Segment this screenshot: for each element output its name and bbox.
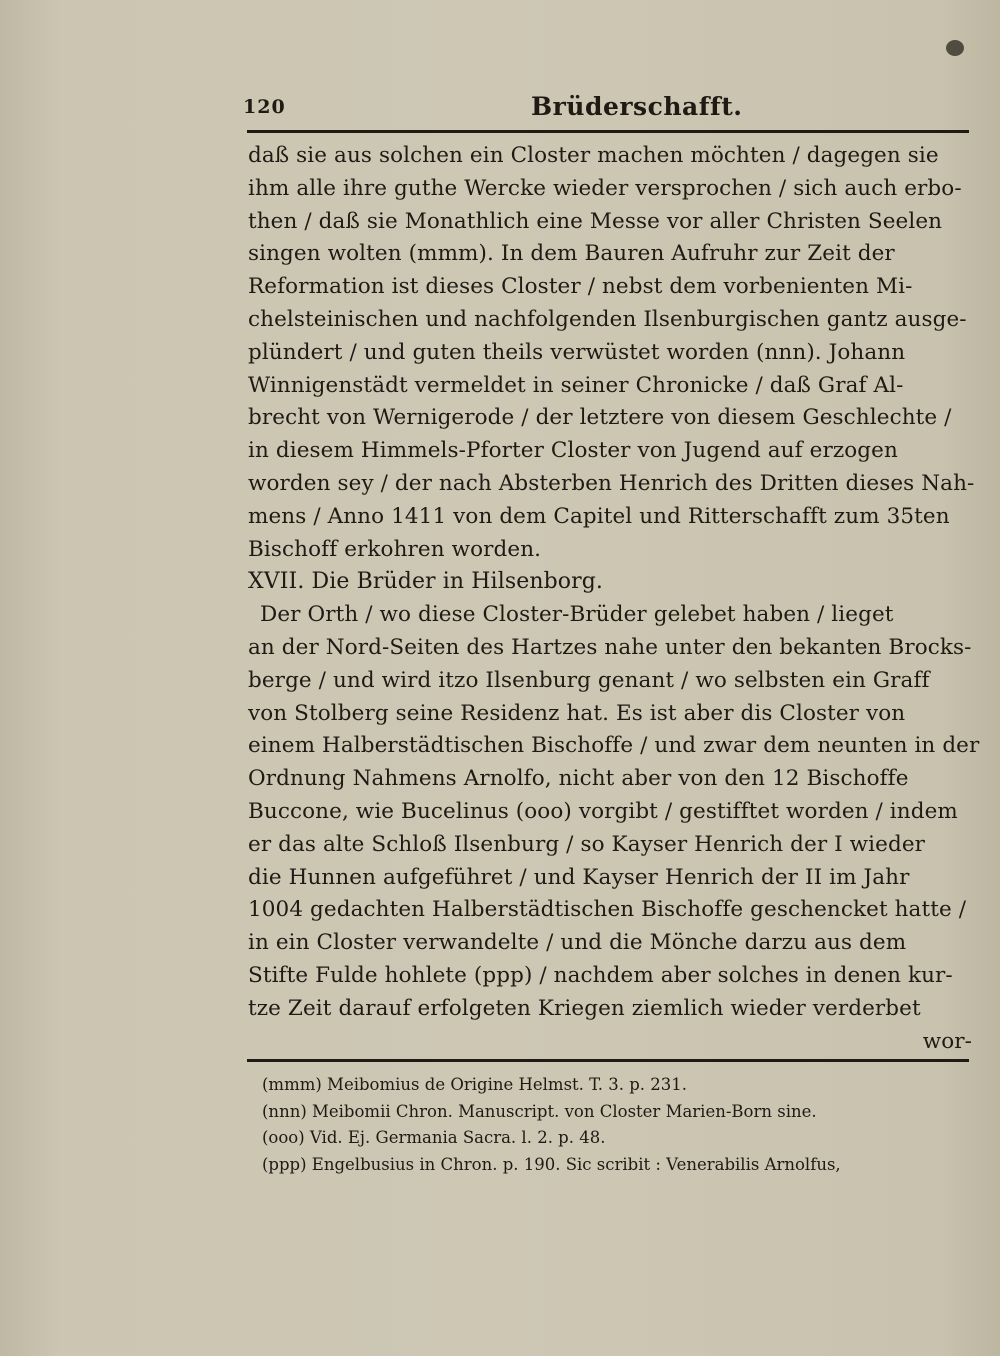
text-line: plündert / und guten theils verwüstet worden (nnn). Johann [248, 339, 906, 365]
text-line: Bischoff erkohren worden. [248, 536, 542, 562]
text-line: von Stolberg seine Residenz hat. Es ist aber dis Closter von [248, 700, 906, 726]
footnote: (mmm) Meibomius de Origine Helmst. T. 3. p. 231. [262, 1075, 688, 1094]
text-line: Reformation ist dieses Closter / nebst dem vorbenienten Mi- [248, 274, 913, 300]
text-line: Buccone, wie Bucelinus (ooo) vorgibt / gestifftet worden / indem [248, 798, 958, 824]
text-line: die Hunnen aufgeführet / und Kayser Henrich der II im Jahr [248, 864, 910, 890]
text-line: brecht von Wernigerode / der letztere von diesem Geschlechte / [248, 405, 952, 431]
page-header [243, 90, 969, 124]
text-line: tze Zeit darauf erfolgeten Kriegen ziemlich wieder verderbet [248, 995, 921, 1021]
text-line: Ordnung Nahmens Arnolfo, nicht aber von den 12 Bischoffe [248, 766, 909, 792]
text-line: in ein Closter verwandelte / und die Mönche darzu aus dem [248, 930, 907, 956]
footnote: (ooo) Vid. Ej. Germania Sacra. l. 2. p. 48. [262, 1128, 606, 1147]
text-line: in diesem Himmels-Pforter Closter von Jugend auf erzogen [248, 438, 898, 464]
text-line: chelsteinischen und nachfolgenden Ilsenburgischen gantz ausge- [248, 306, 967, 332]
footnote-rule [247, 1059, 969, 1062]
text-line: daß sie aus solchen ein Closter machen möchten / dagegen sie [248, 143, 939, 168]
catchword: wor- [922, 1028, 972, 1054]
text-line: then / daß sie Monathlich eine Messe vor aller Christen Seelen [248, 208, 943, 234]
text-line: singen wolten (mmm). In dem Bauren Aufruhr zur Zeit der [248, 241, 895, 267]
footnote: (ppp) Engelbusius in Chron. p. 190. Sic scribit : Venerabilis Arnolfus, [262, 1154, 841, 1174]
text-line: er das alte Schloß Ilsenburg / so Kayser Henrich der I wieder [248, 831, 926, 857]
text-line: berge / und wird itzo Ilsenburg genant / wo selbsten ein Graff [248, 667, 930, 693]
text-line: Stifte Fulde hohlete (ppp) / nachdem aber solches in denen kur- [248, 962, 953, 988]
ink-stain [946, 40, 964, 56]
running-head: Brüderschafft. [531, 92, 743, 121]
body-text [248, 140, 978, 1058]
text-line: an der Nord-Seiten des Hartzes nahe unter den bekanten Brocks- [248, 634, 972, 660]
text-line: Winnigenstädt vermeldet in seiner Chronicke / daß Graf Al- [248, 372, 904, 398]
text-line: mens / Anno 1411 von dem Capitel und Ritterschafft zum 35ten [248, 503, 950, 529]
text-line: Der Orth / wo diese Closter-Brüder gelebet haben / lieget [260, 602, 894, 628]
footnotes [262, 1072, 982, 1178]
text-line: ihm alle ihre guthe Wercke wieder versprochen / sich auch erbo- [248, 175, 962, 201]
header-rule [247, 130, 969, 133]
text-line: worden sey / der nach Absterben Henrich des Dritten dieses Nah- [248, 470, 975, 496]
text-line: einem Halberstädtischen Bischoffe / und zwar dem neunten in der [248, 733, 980, 759]
text-line: 1004 gedachten Halberstädtischen Bischoffe geschencket hatte / [248, 897, 967, 923]
page-number: 120 [243, 96, 286, 118]
section-heading: XVII. Die Brüder in Hilsenborg. [248, 569, 604, 595]
footnote: (nnn) Meibomii Chron. Manuscript. von Closter Marien-Born sine. [262, 1101, 817, 1121]
